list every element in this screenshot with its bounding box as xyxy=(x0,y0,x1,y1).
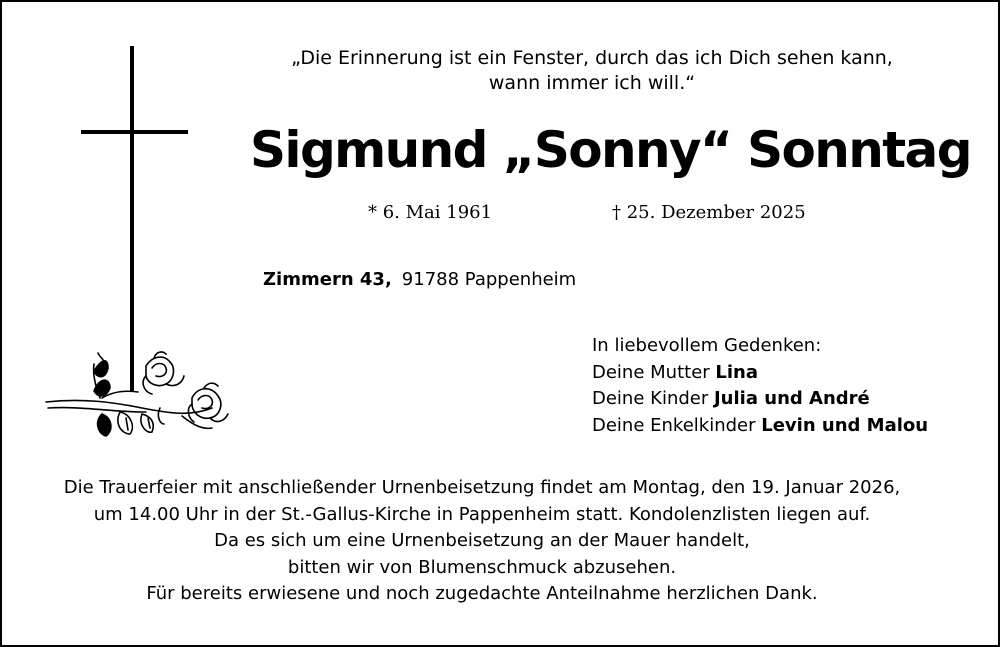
address-street: Zimmern 43, xyxy=(263,269,392,290)
rose-branch-icon xyxy=(46,352,228,436)
deceased-name: Sigmund „Sonny“ Sonntag xyxy=(250,121,971,179)
birth-date: * 6. Mai 1961 xyxy=(368,202,493,223)
cross-with-roses-illustration xyxy=(42,46,232,441)
death-date: † 25. Dezember 2025 xyxy=(612,202,806,223)
footer-line: um 14.00 Uhr in der St.-Gallus-Kirche in Pappenheim statt. Kondolenzlisten liegen auf. xyxy=(93,503,871,525)
memorial-quote xyxy=(252,46,932,96)
mourner-row xyxy=(592,413,928,440)
cross-icon xyxy=(81,46,188,391)
funeral-information xyxy=(22,475,942,608)
mourner-names: Lina xyxy=(715,361,758,383)
mourner-names: Julia und André xyxy=(713,388,870,409)
footer-line: Die Trauerfeier mit anschließender Urnenbeisetzung findet am Montag, den 19. Januar 2026, xyxy=(63,477,901,498)
mourner-relation: Deine Mutter xyxy=(592,361,716,383)
footer-line: bitten wir von Blumenschmuck abzusehen. xyxy=(287,556,677,578)
mourners-list xyxy=(592,333,928,439)
mourner-row xyxy=(592,360,928,387)
quote-line: wann immer ich will.“ xyxy=(488,72,696,94)
footer-line: Für bereits erwiesene und noch zugedachte Anteilnahme herzlichen Dank. xyxy=(146,583,818,605)
footer-line: Da es sich um eine Urnenbeisetzung an der Mauer handelt, xyxy=(214,530,750,552)
quote-line: „Die Erinnerung ist ein Fenster, durch das ich Dich sehen kann, xyxy=(291,47,893,69)
mourner-row xyxy=(592,386,928,413)
mourner-relation: Deine Enkelkinder xyxy=(592,414,762,436)
address xyxy=(263,269,576,290)
mourner-names: Levin und Malou xyxy=(761,414,929,436)
mourners-intro: In liebevollem Gedenken: xyxy=(592,335,822,356)
address-city: 91788 Pappenheim xyxy=(401,269,577,290)
mourner-relation: Deine Kinder xyxy=(592,388,714,409)
